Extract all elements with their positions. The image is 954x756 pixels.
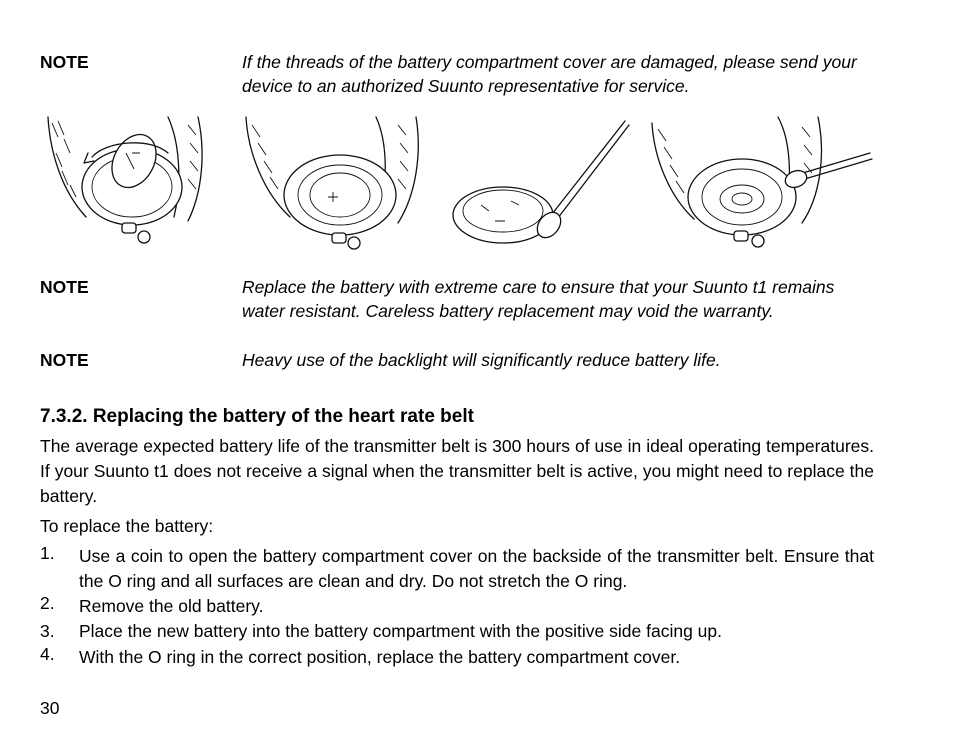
note-water-resistance xyxy=(40,275,876,325)
step-number: 1. xyxy=(40,543,55,563)
note-backlight xyxy=(40,348,876,374)
step-number: 2. xyxy=(40,593,55,613)
step-number: 4. xyxy=(40,644,55,664)
step-text: Place the new battery into the battery compartment with the positive side facing up. xyxy=(79,621,722,641)
note-threads xyxy=(40,50,876,100)
step-text: Remove the old battery. xyxy=(79,596,264,616)
step-text: Use a coin to open the battery compartment cover on the backside of the transmitter belt. Ensure that the O ring and all surfaces are clean and dry. Do not stretch the O ring. xyxy=(79,546,874,591)
step-text: With the O ring in the correct position, replace the battery compartment cover. xyxy=(79,647,681,667)
note-label: NOTE xyxy=(40,52,89,72)
battery-replacement-illustration xyxy=(40,113,876,253)
note-text: If the threads of the battery compartment cover are damaged, please send your device to an authorized Suunto representative for service. xyxy=(242,52,857,96)
note-label: NOTE xyxy=(40,350,89,370)
note-text: Heavy use of the backlight will significantly reduce battery life. xyxy=(242,350,721,370)
watch-back-battery-figure xyxy=(246,117,418,249)
list-item xyxy=(40,594,874,619)
list-item xyxy=(40,645,874,670)
section-heading: 7.3.2. Replacing the battery of the heart rate belt xyxy=(40,406,474,427)
intro-paragraph: The average expected battery life of the transmitter belt is 300 hours of use in ideal operating temperatures. If your Suunto t1 does not receive a signal when the transmitter belt is active, you might need to replace the battery. xyxy=(40,436,874,506)
battery-and-swab-figure xyxy=(453,121,629,243)
page-number: 30 xyxy=(40,698,60,718)
steps-lead: To replace the battery: xyxy=(40,516,214,536)
note-text: Replace the battery with extreme care to ensure that your Suunto t1 remains water resistant. Careless battery replacement may void the warranty. xyxy=(242,277,835,321)
list-item xyxy=(40,544,874,594)
list-item xyxy=(40,619,874,644)
note-label: NOTE xyxy=(40,277,89,297)
watch-cleaning-figure xyxy=(652,117,872,247)
watch-open-cover-figure xyxy=(48,117,202,243)
step-number: 3. xyxy=(40,621,55,641)
